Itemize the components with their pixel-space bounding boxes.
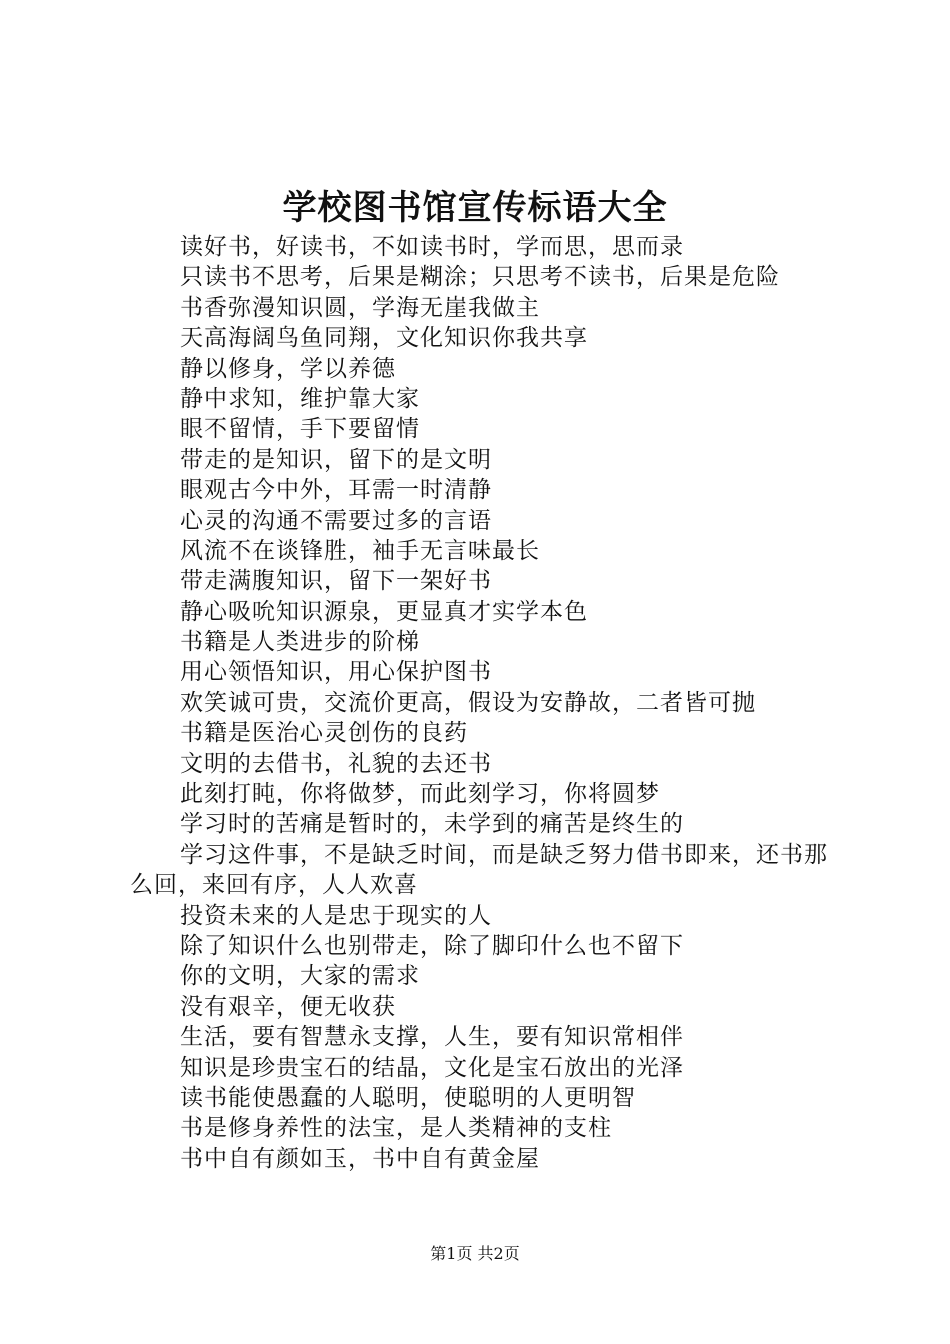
slogan-line: 只读书不思考，后果是糊涂；只思考不读书，后果是危险 bbox=[180, 264, 780, 291]
slogan-line: 学习时的苦痛是暂时的，未学到的痛苦是终生的 bbox=[180, 811, 684, 838]
document-body bbox=[130, 232, 840, 1174]
slogan-line: 文明的去借书，礼貌的去还书 bbox=[180, 750, 492, 777]
slogan-line: 欢笑诚可贵，交流价更高，假设为安静故，二者皆可抛 bbox=[180, 689, 756, 716]
slogan-line: 生活，要有智慧永支撑，人生，要有知识常相伴 bbox=[180, 1024, 684, 1051]
slogan-line: 除了知识什么也别带走，除了脚印什么也不留下 bbox=[180, 933, 684, 960]
slogan-line: 读好书，好读书，不如读书时，学而思，思而录 bbox=[180, 234, 684, 260]
slogan-line: 你的文明，大家的需求 bbox=[180, 963, 420, 990]
slogan-line: 带走的是知识，留下的是文明 bbox=[180, 446, 492, 473]
slogan-line: 眼不留情，手下要留情 bbox=[180, 416, 420, 443]
slogan-line: 静中求知，维护靠大家 bbox=[180, 385, 420, 412]
slogan-line: 带走满腹知识，留下一架好书 bbox=[180, 568, 492, 595]
slogan-line: 此刻打盹，你将做梦，而此刻学习，你将圆梦 bbox=[180, 781, 660, 808]
page-footer: 第1页 共2页 bbox=[430, 1244, 520, 1263]
slogan-line: 知识是珍贵宝石的结晶，文化是宝石放出的光泽 bbox=[180, 1054, 684, 1081]
slogan-line: 书香弥漫知识圆，学海无崖我做主 bbox=[180, 294, 540, 321]
slogan-line: 没有艰辛，便无收获 bbox=[180, 993, 396, 1020]
document-title: 学校图书馆宣传标语大全 bbox=[282, 188, 668, 228]
slogan-line: 心灵的沟通不需要过多的言语 bbox=[180, 507, 492, 534]
slogan-line: 天高海阔鸟鱼同翔，文化知识你我共享 bbox=[180, 325, 588, 352]
slogan-line: 风流不在谈锋胜，袖手无言味最长 bbox=[180, 537, 540, 564]
slogan-line: 眼观古今中外，耳需一时清静 bbox=[180, 477, 492, 504]
slogan-line: 读书能使愚蠢的人聪明，使聪明的人更明智 bbox=[180, 1084, 636, 1111]
slogan-line: 静以修身，学以养德 bbox=[180, 355, 396, 382]
slogan-line: 用心领悟知识，用心保护图书 bbox=[180, 659, 492, 686]
slogan-line: 投资未来的人是忠于现实的人 bbox=[180, 902, 492, 929]
slogan-paragraph: 学习这件事，不是缺乏时间，而是缺乏努力借书即来，还书那么回，来回有序，人人欢喜 bbox=[130, 841, 828, 899]
slogan-line: 书是修身养性的法宝，是人类精神的支柱 bbox=[180, 1115, 612, 1142]
slogan-line: 书中自有颜如玉，书中自有黄金屋 bbox=[180, 1145, 540, 1172]
slogan-line: 书籍是医治心灵创伤的良药 bbox=[180, 720, 468, 747]
slogan-line: 书籍是人类进步的阶梯 bbox=[180, 629, 420, 656]
slogan-line: 静心吸吮知识源泉，更显真才实学本色 bbox=[180, 598, 588, 625]
